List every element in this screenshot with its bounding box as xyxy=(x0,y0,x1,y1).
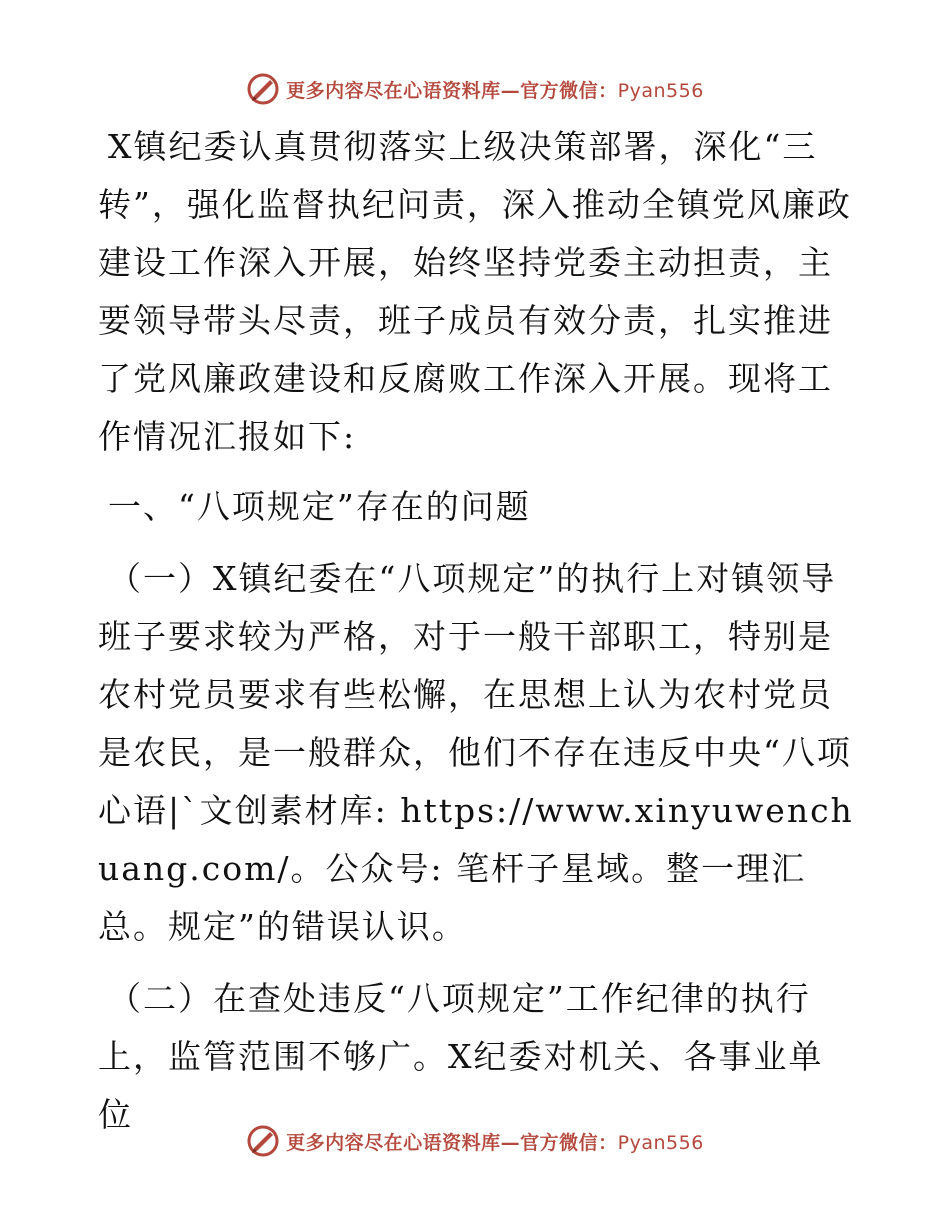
section-heading: 一、“八项规定”存在的问题 xyxy=(108,487,531,526)
footer-watermark xyxy=(0,1124,950,1158)
paragraph-intro: X镇纪委认真贯彻落实上级决策部署，深化“三转”，强化监督执纪问责，深入推动全镇党风廉政建设工作深入开展，始终坚持党委主动担责，主要领导带头尽责，班子成员有效分责，扎实推进了党风廉政建设和反腐败工作深入开展。现将工作情况汇报如下: xyxy=(98,127,852,456)
document-body xyxy=(98,118,858,1144)
watermark-text: 更多内容尽在心语资料库—官方微信：Pyan556 xyxy=(286,1131,704,1154)
paragraph-issue-2: （二）在查处违反“八项规定”工作纪律的执行上，监管范围不够广。X纪委对机关、各事业单位 xyxy=(98,979,824,1134)
header-watermark xyxy=(0,72,950,106)
pen-logo-icon xyxy=(246,72,280,106)
watermark-wechat-id: Pyan556 xyxy=(617,79,704,102)
watermark-text: 更多内容尽在心语资料库—官方微信：Pyan556 xyxy=(286,79,704,102)
watermark-wechat-id: Pyan556 xyxy=(617,1131,704,1154)
paragraph-issue-1: （一）X镇纪委在“八项规定”的执行上对镇领导班子要求较为严格，对于一般干部职工，特别是农村党员要求有些松懈，在思想上认为农村党员是农民，是一般群众，他们不存在违反中央“八项心语|`文创素材库: https://www.xinyuwenchuang.com/。公众号: 笔杆子星域。整一理汇总。规定”的错误认识。 xyxy=(98,559,854,946)
pen-logo-icon xyxy=(246,1124,280,1158)
